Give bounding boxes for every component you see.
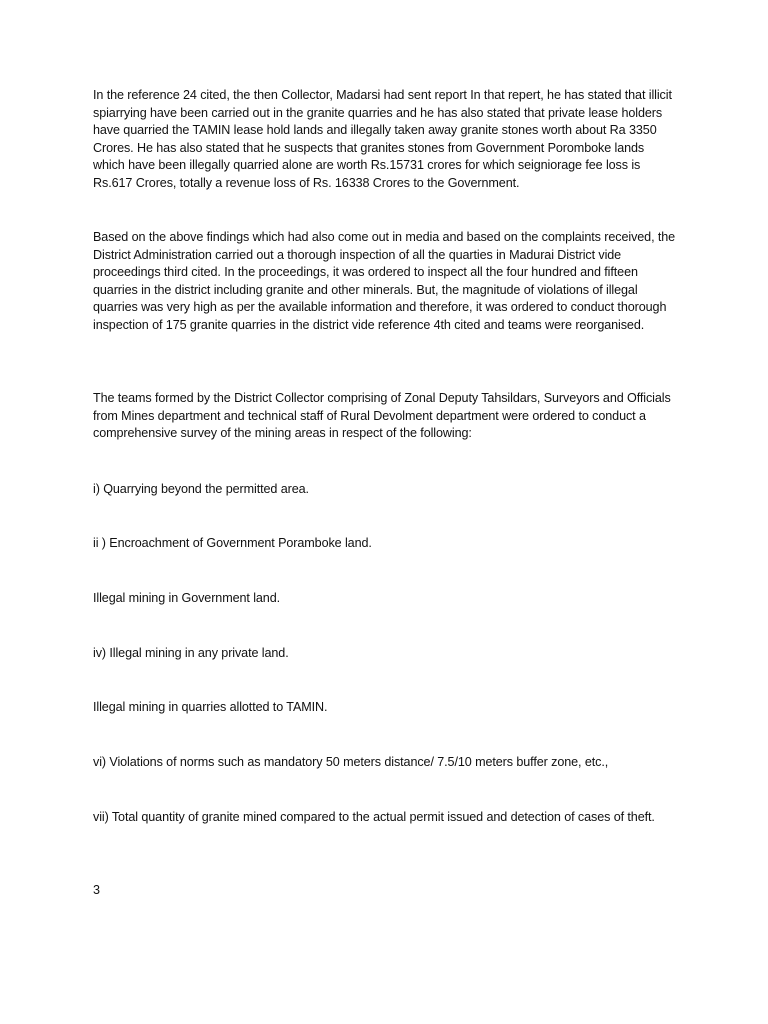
paragraph-inspection: Based on the above findings which had also come out in media and based on the complaints received, the District Administration carried out a thorough inspection of all the quarties in Madurai District vide proceedings third cited. In the proceedings, it was ordered to inspect all the four hundred and fifteen quarries in the district including granite and other minerals. But, the magnitude of violations of illegal quarries was very high as per the available information and therefore, it was ordered to conduct thorough inspection of 175 granite quarries in the district vide reference 4th cited and teams were reorganised. (93, 230, 676, 332)
list-item: Illegal mining in Government land. (93, 591, 281, 605)
list-item: Illegal mining in quarries allotted to TAMIN. (93, 700, 328, 714)
paragraph-teams: The teams formed by the District Collector comprising of Zonal Deputy Tahsildars, Surveyors and Officials from Mines department and technical staff of Rural Devolment department were ordered to conduct a comprehensive survey of the mining areas in respect of the following: (93, 391, 671, 441)
list-item: vi) Violations of norms such as mandatory 50 meters distance/ 7.5/10 meters buffer zone, etc., (93, 755, 609, 769)
list-item: iv) Illegal mining in any private land. (93, 646, 289, 660)
list-item: i) Quarrying beyond the permitted area. (93, 482, 309, 496)
list-item: vii) Total quantity of granite mined compared to the actual permit issued and detection of cases of theft. (93, 810, 655, 824)
page-number: 3 (93, 883, 100, 897)
paragraph-report-summary: In the reference 24 cited, the then Collector, Madarsi had sent report In that repert, he has stated that illicit spiarrying have been carried out in the granite quarries and he has also stated that private lease holders have quarried the TAMIN lease hold lands and illegally taken away granite stones worth about Ra 3350 Crores. He has also stated that he suspects that granites stones from Government Poromboke lands which have been illegally quarried alone are worth Rs.15731 crores for which seigniorage fee loss is Rs.617 Crores, totally a revenue loss of Rs. 16338 Crores to the Government. (93, 88, 672, 190)
list-item: ii ) Encroachment of Government Poramboke land. (93, 536, 372, 550)
